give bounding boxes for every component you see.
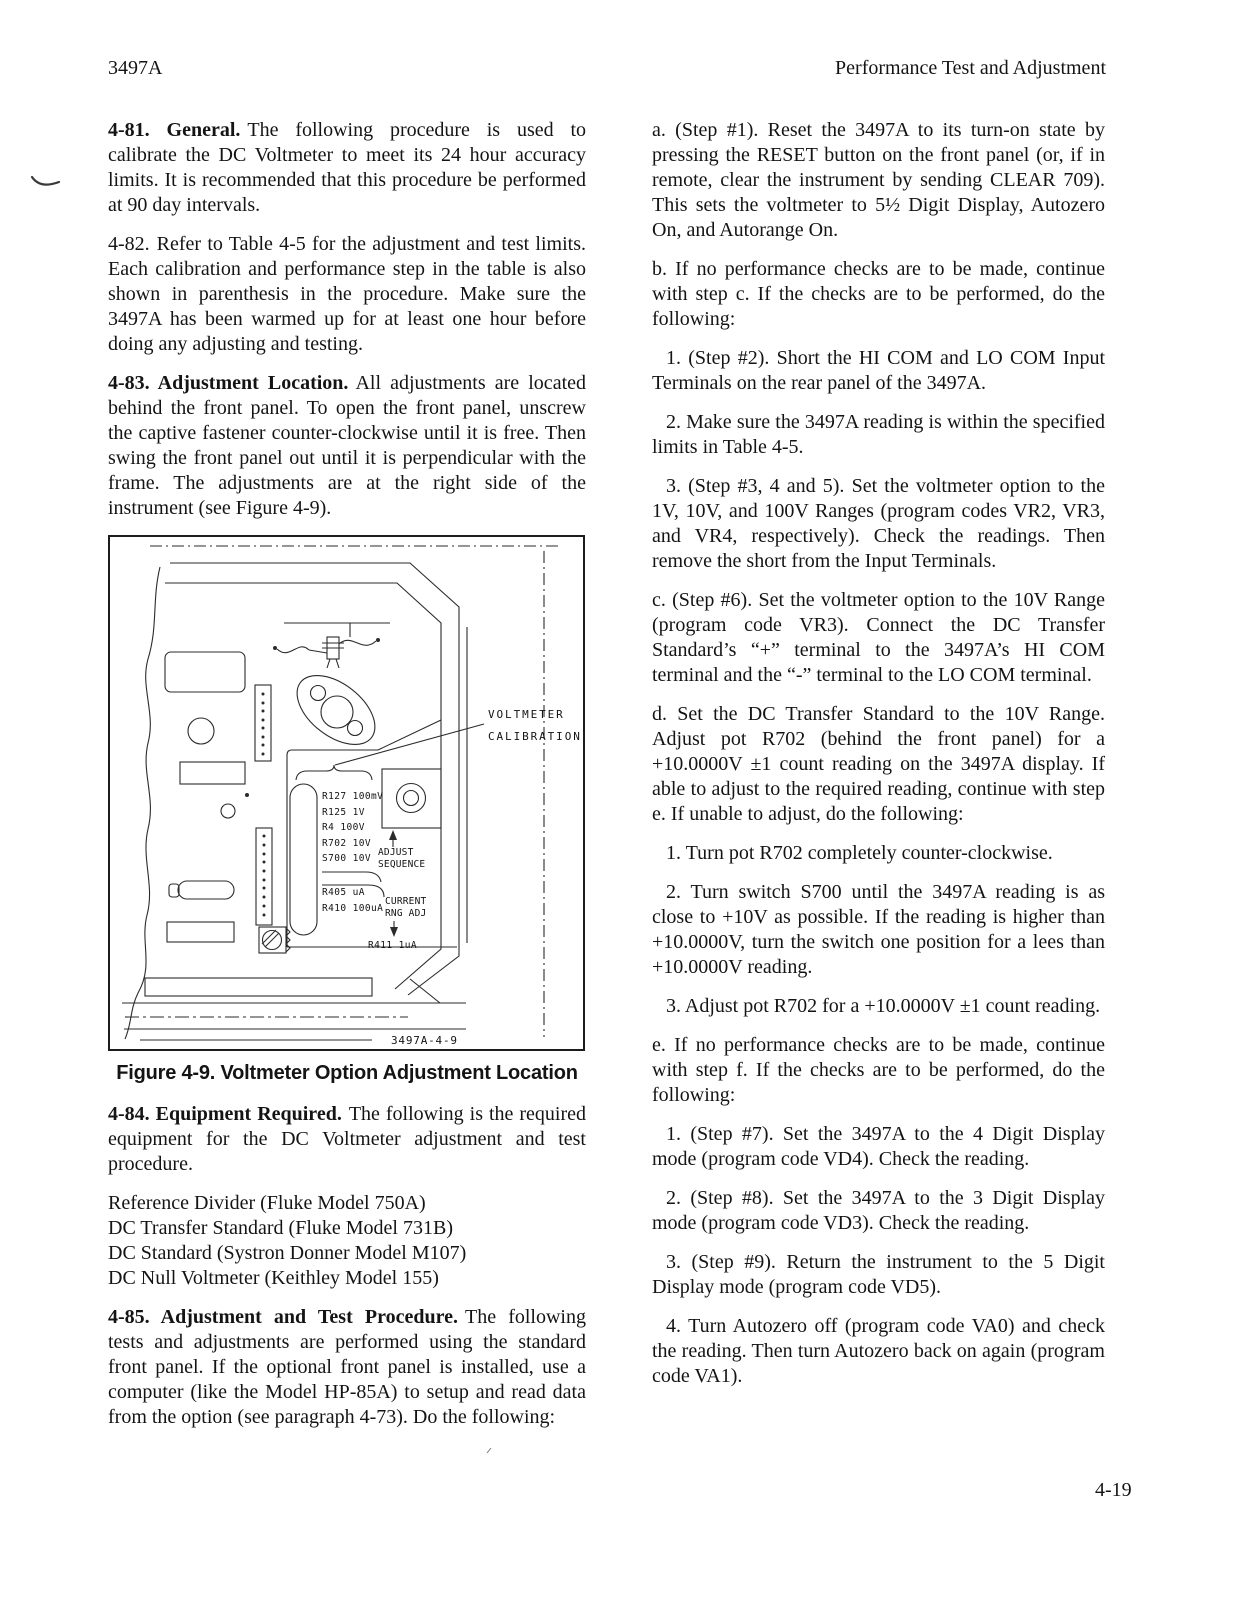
label-r410: R410 100uA [322,903,384,914]
scan-mark-left-margin [29,171,63,195]
figure-4-9-drawing [110,537,583,1049]
capacitor-body [178,881,234,899]
paragraph-4-82-lead: 4-82. [108,233,150,255]
paragraph-4-82: 4-82. Refer to Table 4-5 for the adjustment and test limits. Each calibration and performance step in the table is also shown in parenthesis in the procedure. Make sure the 3497A has been warmed up for at least one hour before doing any adjusting and testing. [108,233,586,355]
paragraph-4-83: 4-83. Adjustment Location. All adjustments are located behind the front panel. To open the front panel, unscrew the captive fastener counter-clockwise until it is free. Then swing the front panel out until it is perpendicular with the frame. The adjustments are at the right side of the instrument (see Figure 4-9). [108,372,586,519]
label-adjust: ADJUST [378,847,414,858]
paragraph-4-85: 4-85. Adjustment and Test Procedure. The following tests and adjustments are performed using the standard front panel. If the optional front panel is installed, use a computer (like the Model HP-85A) to setup and read data from the option (see paragraph 4-73). Do the following: [108,1306,586,1428]
scan-speck-bottom [486,1447,494,1455]
chassis-rail [145,978,372,996]
step-b-2: 2. Make sure the 3497A reading is within the specified limits in Table 4-5. [652,411,1105,458]
panel-outline-inner [165,583,441,989]
figure-drawing-number: 3497A-4-9 [391,1034,458,1047]
label-rng-adj: RNG ADJ [385,908,427,919]
component-rect [180,762,245,784]
figure-4-9 [108,535,585,1051]
page-number: 4-19 [1095,1479,1132,1501]
paragraph-4-84: 4-84. Equipment Required. The following is the required equipment for the DC Voltmeter adjustment and test procedure. [108,1103,586,1175]
small-hole [221,804,235,818]
mounting-hole [188,718,214,744]
label-s700: S700 10V [322,853,371,864]
step-c: c. (Step #6). Set the voltmeter option to the 10V Range (program code VR3). Connect the DC Transfer Standard’s “+” terminal to the 3497A’s HI COM terminal and the “-” terminal to the LO COM terminal. [652,589,1105,686]
label-r125: R125 1V [322,807,365,818]
step-e: e. If no performance checks are to be made, continue with step f. If the checks are to be performed, do the following: [652,1034,1105,1106]
label-r127: R127 100mV [322,791,384,802]
callout-voltmeter: VOLTMETER [488,708,565,721]
right-column [652,118,1105,1403]
equipment-item: DC Null Voltmeter (Keithley Model 155) [108,1267,439,1289]
connector-pins-upper [262,693,265,756]
sensor-probe [273,623,390,668]
label-r4: R4 100V [322,822,365,833]
paragraph-4-81-lead: 4-81. General. [108,119,241,141]
step-e-3: 3. (Step #9). Return the instrument to the 5 Digit Display mode (program code VD5). [652,1251,1105,1298]
step-d-3: 3. Adjust pot R702 for a +10.0000V ±1 count reading. [666,995,1101,1017]
header-model-number: 3497A [108,57,163,79]
paragraph-4-81: 4-81. General. The following procedure is used to calibrate the DC Voltmeter to meet its 24 hour accuracy limits. It is recommended that this procedure be performed at 90 day intervals. [108,119,587,216]
step-b: b. If no performance checks are to be made, continue with step c. If the checks are to be performed, do the following: [652,258,1105,330]
equipment-item: DC Transfer Standard (Fluke Model 731B) [108,1217,453,1239]
step-b-3: 3. (Step #3, 4 and 5). Set the voltmeter option to the 1V, 10V, and 100V Ranges (program codes VR2, VR3, and VR4, respectively). Check the readings. Then remove the short from the Input Terminals. [652,475,1105,572]
left-column [108,118,586,1444]
label-r702: R702 10V [322,838,371,849]
arrow-head-up [389,830,397,840]
step-e-2: 2. (Step #8). Set the 3497A to the 3 Digit Display mode (program code VD3). Check the reading. [652,1187,1105,1234]
label-current: CURRENT [385,896,427,907]
step-d-2: 2. Turn switch S700 until the 3497A reading is as close to +10V as possible. If the reading is higher than +10.0000V, turn the switch one position for a lees than +10.0000V reading. [652,881,1105,978]
connector-strip-lower [256,828,272,925]
step-e-1: 1. (Step #7). Set the 3497A to the 4 Digit Display mode (program code VD4). Check the reading. [652,1123,1105,1170]
paragraph-4-85-lead: 4-85. Adjustment and Test Procedure. [108,1306,458,1328]
transistor-mount [285,662,388,758]
step-a: a. (Step #1). Reset the 3497A to its turn-on state by pressing the RESET button on the front panel (or, if in remote, clear the instrument by sending CLEAR 709). This sets the voltmeter to 5½ Digit Display, Autozero On, and Autorange On. [652,119,1105,241]
component-rect-lower [167,922,234,942]
label-sequence: SEQUENCE [378,859,426,870]
step-d-1: 1. Turn pot R702 completely counter-clockwise. [666,842,1053,864]
step-e-4: 4. Turn Autozero off (program code VA0) and check the reading. Then turn Autozero back on again (program code VA1). [652,1315,1105,1387]
paragraph-4-84-lead: 4-84. Equipment Required. [108,1103,342,1125]
board-break-edge [125,567,160,1039]
equipment-item: Reference Divider (Fluke Model 750A) [108,1192,426,1214]
figure-4-9-caption: Figure 4-9. Voltmeter Option Adjustment Location [116,1062,578,1084]
label-r405: R405 uA [322,887,365,898]
callout-brace [296,765,372,780]
connector-strip-upper [255,685,271,761]
step-d: d. Set the DC Transfer Standard to the 10V Range. Adjust pot R702 (behind the front panel) for a +10.0000V ±1 count reading on the 3497A display. If able to adjust to the required reading, continue with step e. If unable to adjust, do the following: [652,703,1105,825]
label-r411: R411 1uA [368,940,417,951]
callout-calibration: CALIBRATION [488,730,582,743]
test-point-dot [245,793,249,797]
component-block [165,652,245,692]
header-section-title: Performance Test and Adjustment [835,57,1106,79]
page-header [108,57,1106,80]
connector-pins-lower [263,835,266,917]
adjustment-slot-outline [290,784,317,935]
voltage-group-divider [322,872,381,882]
equipment-item: DC Standard (Systron Donner Model M107) [108,1242,467,1264]
adjust-pot-r702 [382,769,441,828]
equipment-list [108,1191,586,1291]
paragraph-4-83-lead: 4-83. Adjustment Location. [108,372,349,394]
step-b-1: 1. (Step #2). Short the HI COM and LO COM Input Terminals on the rear panel of the 3497A. [652,347,1105,394]
arrow-head-down [390,927,398,937]
trim-pot-symbol [259,927,290,953]
